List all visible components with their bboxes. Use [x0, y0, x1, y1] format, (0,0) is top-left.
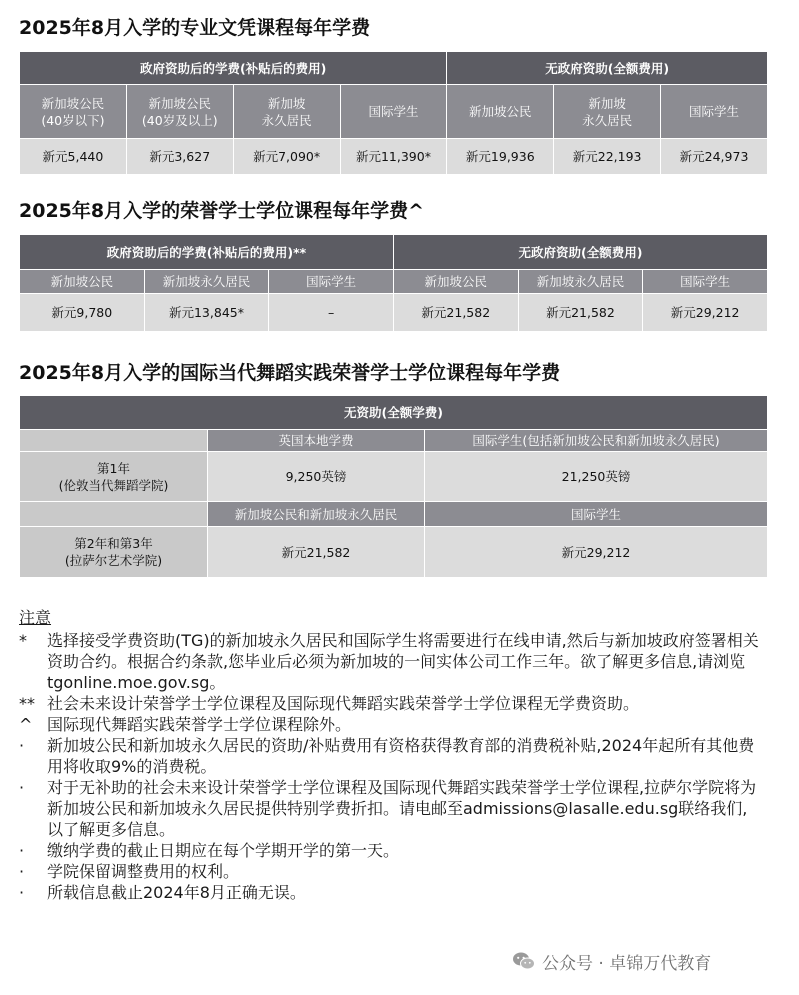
fee-value: 新元24,973: [661, 139, 768, 175]
full-fee-header: 无资助(全额学费): [20, 396, 768, 430]
fee-value: 新元11,390*: [340, 139, 447, 175]
note-marker: **: [19, 694, 35, 713]
full-fee-header: 无政府资助(全额费用): [447, 52, 768, 85]
note-marker: ·: [19, 883, 25, 902]
blank-cell: [20, 430, 208, 452]
note-marker: ·: [19, 841, 25, 860]
note-marker: ·: [19, 778, 25, 797]
note-text: 社会未来设计荣誉学士学位课程及国际现代舞蹈实践荣誉学士学位课程无学费资助。: [47, 694, 640, 713]
column-header: 新加坡永久居民: [518, 270, 643, 294]
column-header: 新加坡公民 (40岁及以上): [126, 85, 233, 139]
note-text: 缴纳学费的截止日期应在每个学期开学的第一天。: [47, 841, 400, 860]
fee-value: 新元29,212: [425, 527, 768, 578]
column-header: 新加坡公民 (40岁以下): [20, 85, 127, 139]
fee-value: 新元21,582: [518, 294, 643, 332]
column-header: 新加坡 永久居民: [233, 85, 340, 139]
fee-value: 新元21,582: [208, 527, 425, 578]
fee-value: 新元29,212: [643, 294, 768, 332]
note-item: [19, 630, 759, 693]
fee-value: 新元5,440: [20, 139, 127, 175]
column-header: 新加坡公民: [393, 270, 518, 294]
note-item: [19, 777, 759, 840]
subsidised-header: 政府资助后的学费(补贴后的费用)**: [20, 235, 394, 270]
note-marker: ·: [19, 862, 25, 881]
column-header: 新加坡永久居民: [144, 270, 269, 294]
column-header: 新加坡公民: [20, 270, 145, 294]
fee-value: 9,250英镑: [208, 452, 425, 502]
dance-fees-table: [19, 395, 768, 578]
note-item: [19, 735, 759, 777]
watermark-text: 公众号 · 卓锦万代教育: [542, 953, 712, 974]
column-header: 新加坡 永久居民: [554, 85, 661, 139]
column-header: 英国本地学费: [208, 430, 425, 452]
fee-value: 新元19,936: [447, 139, 554, 175]
column-header: 新加坡公民: [447, 85, 554, 139]
note-text: 学院保留调整费用的权利。: [47, 862, 240, 881]
section2-title: 2025年8月入学的荣誉学士学位课程每年学费^: [19, 200, 425, 222]
note-text: 国际现代舞蹈实践荣誉学士学位课程除外。: [47, 715, 352, 734]
fee-value: 新元13,845*: [144, 294, 269, 332]
note-item: [19, 861, 759, 882]
column-header: 国际学生: [425, 502, 768, 527]
note-item: [19, 693, 759, 714]
fee-value: 新元7,090*: [233, 139, 340, 175]
subsidised-header: 政府资助后的学费(补贴后的费用): [20, 52, 447, 85]
fee-value: 新元9,780: [20, 294, 145, 332]
fee-value: 新元3,627: [126, 139, 233, 175]
notes-section: [19, 607, 759, 903]
blank-cell: [20, 502, 208, 527]
year-label: 第2年和第3年 (拉萨尔艺术学院): [20, 527, 208, 578]
fee-value: 21,250英镑: [425, 452, 768, 502]
note-text: 所载信息截止2024年8月正确无误。: [47, 883, 306, 902]
column-header: 国际学生: [269, 270, 394, 294]
note-text: 新加坡公民和新加坡永久居民的资助/补贴费用有资格获得教育部的消费税补贴,2024年起所有其他费用将收取9%的消费税。: [47, 736, 755, 776]
column-header: 国际学生: [340, 85, 447, 139]
note-marker: ^: [19, 715, 33, 734]
column-header: 新加坡公民和新加坡永久居民: [208, 502, 425, 527]
note-marker: *: [19, 631, 27, 650]
section3-title: 2025年8月入学的国际当代舞蹈实践荣誉学士学位课程每年学费: [19, 362, 561, 384]
note-text: 选择接受学费资助(TG)的新加坡永久居民和国际学生将需要进行在线申请,然后与新加坡政府签署相关资助合约。根据合约条款,您毕业后必须为新加坡的一间实体公司工作三年。欲了解更多信息,请浏览tgonline.moe.gov.sg。: [47, 631, 759, 692]
note-marker: ·: [19, 736, 25, 755]
fee-value: 新元21,582: [393, 294, 518, 332]
fee-value: 新元22,193: [554, 139, 661, 175]
note-item: [19, 840, 759, 861]
note-item: [19, 714, 759, 735]
year-label: 第1年 (伦敦当代舞蹈学院): [20, 452, 208, 502]
full-fee-header: 无政府资助(全额费用): [393, 235, 767, 270]
wechat-icon: [512, 951, 536, 971]
fee-value: –: [269, 294, 394, 332]
column-header: 国际学生: [661, 85, 768, 139]
note-text: 对于无补助的社会未来设计荣誉学士学位课程及国际现代舞蹈实践荣誉学士学位课程,拉萨尔学院将为新加坡公民和新加坡永久居民提供特别学费折扣。请电邮至admissions@lasalle.edu.sg联络我们,以了解更多信息。: [47, 778, 757, 839]
section1-title: 2025年8月入学的专业文凭课程每年学费: [19, 17, 371, 39]
honours-fees-table: [19, 234, 768, 332]
note-item: [19, 882, 759, 903]
notes-title: 注意: [19, 608, 52, 627]
diploma-fees-table: [19, 51, 768, 175]
column-header: 国际学生(包括新加坡公民和新加坡永久居民): [425, 430, 768, 452]
column-header: 国际学生: [643, 270, 768, 294]
watermark: [512, 950, 711, 972]
